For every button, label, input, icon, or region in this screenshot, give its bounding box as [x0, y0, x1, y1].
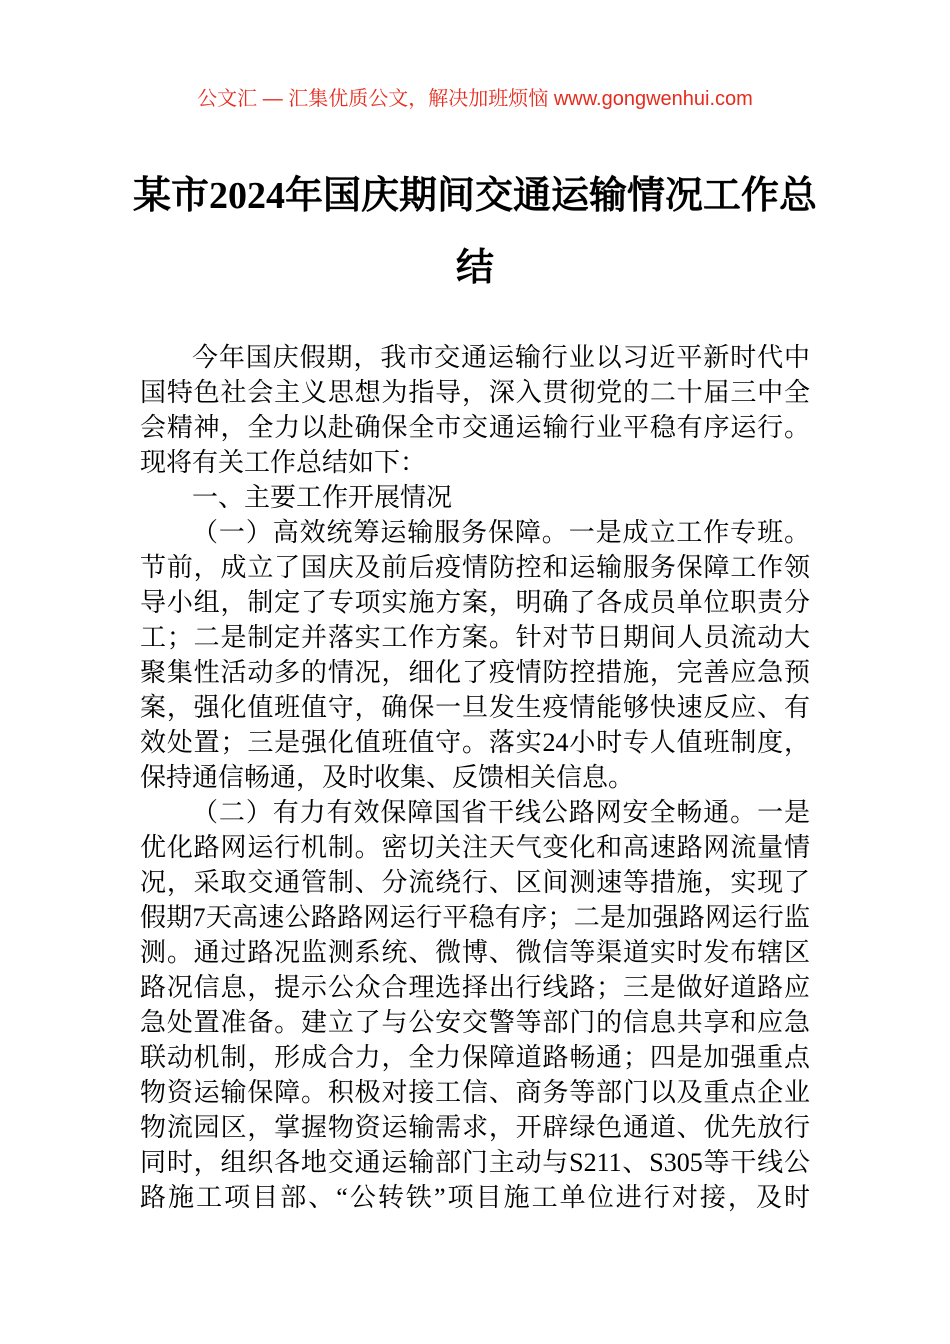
subsection-2-paragraph [140, 795, 810, 1215]
text-line: 效处置；三是强化值班值守。落实24小时专人值班制度， [140, 728, 810, 757]
text-line: 保持通信畅通，及时收集、反馈相关信息。 [140, 763, 635, 792]
text-line: 物资运输保障。积极对接工信、商务等部门以及重点企业 [140, 1078, 810, 1107]
text-line: 今年国庆假期，我市交通运输行业以习近平新时代中 [192, 343, 810, 372]
text-line: 联动机制，形成合力，全力保障道路畅通；四是加强重点 [140, 1043, 810, 1072]
section-heading [140, 480, 810, 515]
text-line: 节前，成立了国庆及前后疫情防控和运输服务保障工作领 [140, 553, 810, 582]
document-title-line: 结 [455, 247, 494, 289]
site-watermark-header: 公文汇 — 汇集优质公文，解决加班烦恼 www.gongwenhui.com [197, 88, 753, 110]
text-line: 测。通过路况监测系统、微博、微信等渠道实时发布辖区 [140, 938, 810, 967]
text-line: 同时，组织各地交通运输部门主动与S211、S305等干线公 [140, 1148, 810, 1177]
document-title-line: 某市2024年国庆期间交通运输情况工作总 [132, 175, 817, 217]
text-line: 假期7天高速公路路网运行平稳有序；二是加强路网运行监 [140, 903, 810, 932]
text-line: 况，采取交通管制、分流绕行、区间测速等措施，实现了 [140, 868, 810, 897]
text-line: 工；二是制定并落实工作方案。针对节日期间人员流动大 [140, 623, 810, 652]
text-line: （一）高效统筹运输服务保障。一是成立工作专班。 [192, 518, 810, 547]
text-line: 会精神，全力以赴确保全市交通运输行业平稳有序运行。 [140, 413, 810, 442]
text-line: 优化路网运行机制。密切关注天气变化和高速路网流量情 [140, 833, 810, 862]
text-line: 聚集性活动多的情况，细化了疫情防控措施，完善应急预 [140, 658, 810, 687]
document-title [115, 160, 835, 304]
text-line: 国特色社会主义思想为指导，深入贯彻党的二十届三中全 [140, 378, 810, 407]
text-line: 案，强化值班值守，确保一旦发生疫情能够快速反应、有 [140, 693, 810, 722]
text-line: 物流园区，掌握物资运输需求，开辟绿色通道、优先放行 [140, 1113, 810, 1142]
text-line: 急处置准备。建立了与公安交警等部门的信息共享和应急 [140, 1008, 810, 1037]
text-line: 路施工项目部、“公转铁”项目施工单位进行对接，及时 [140, 1183, 810, 1212]
text-line: 一、主要工作开展情况 [192, 483, 453, 512]
text-line: 路况信息，提示公众合理选择出行线路；三是做好道路应 [140, 973, 810, 1002]
text-line: 现将有关工作总结如下： [140, 448, 427, 477]
subsection-1-paragraph [140, 515, 810, 795]
document-body [140, 340, 810, 1215]
text-line: 导小组，制定了专项实施方案，明确了各成员单位职责分 [140, 588, 810, 617]
intro-paragraph [140, 340, 810, 480]
text-line: （二）有力有效保障国省干线公路网安全畅通。一是 [192, 798, 810, 827]
